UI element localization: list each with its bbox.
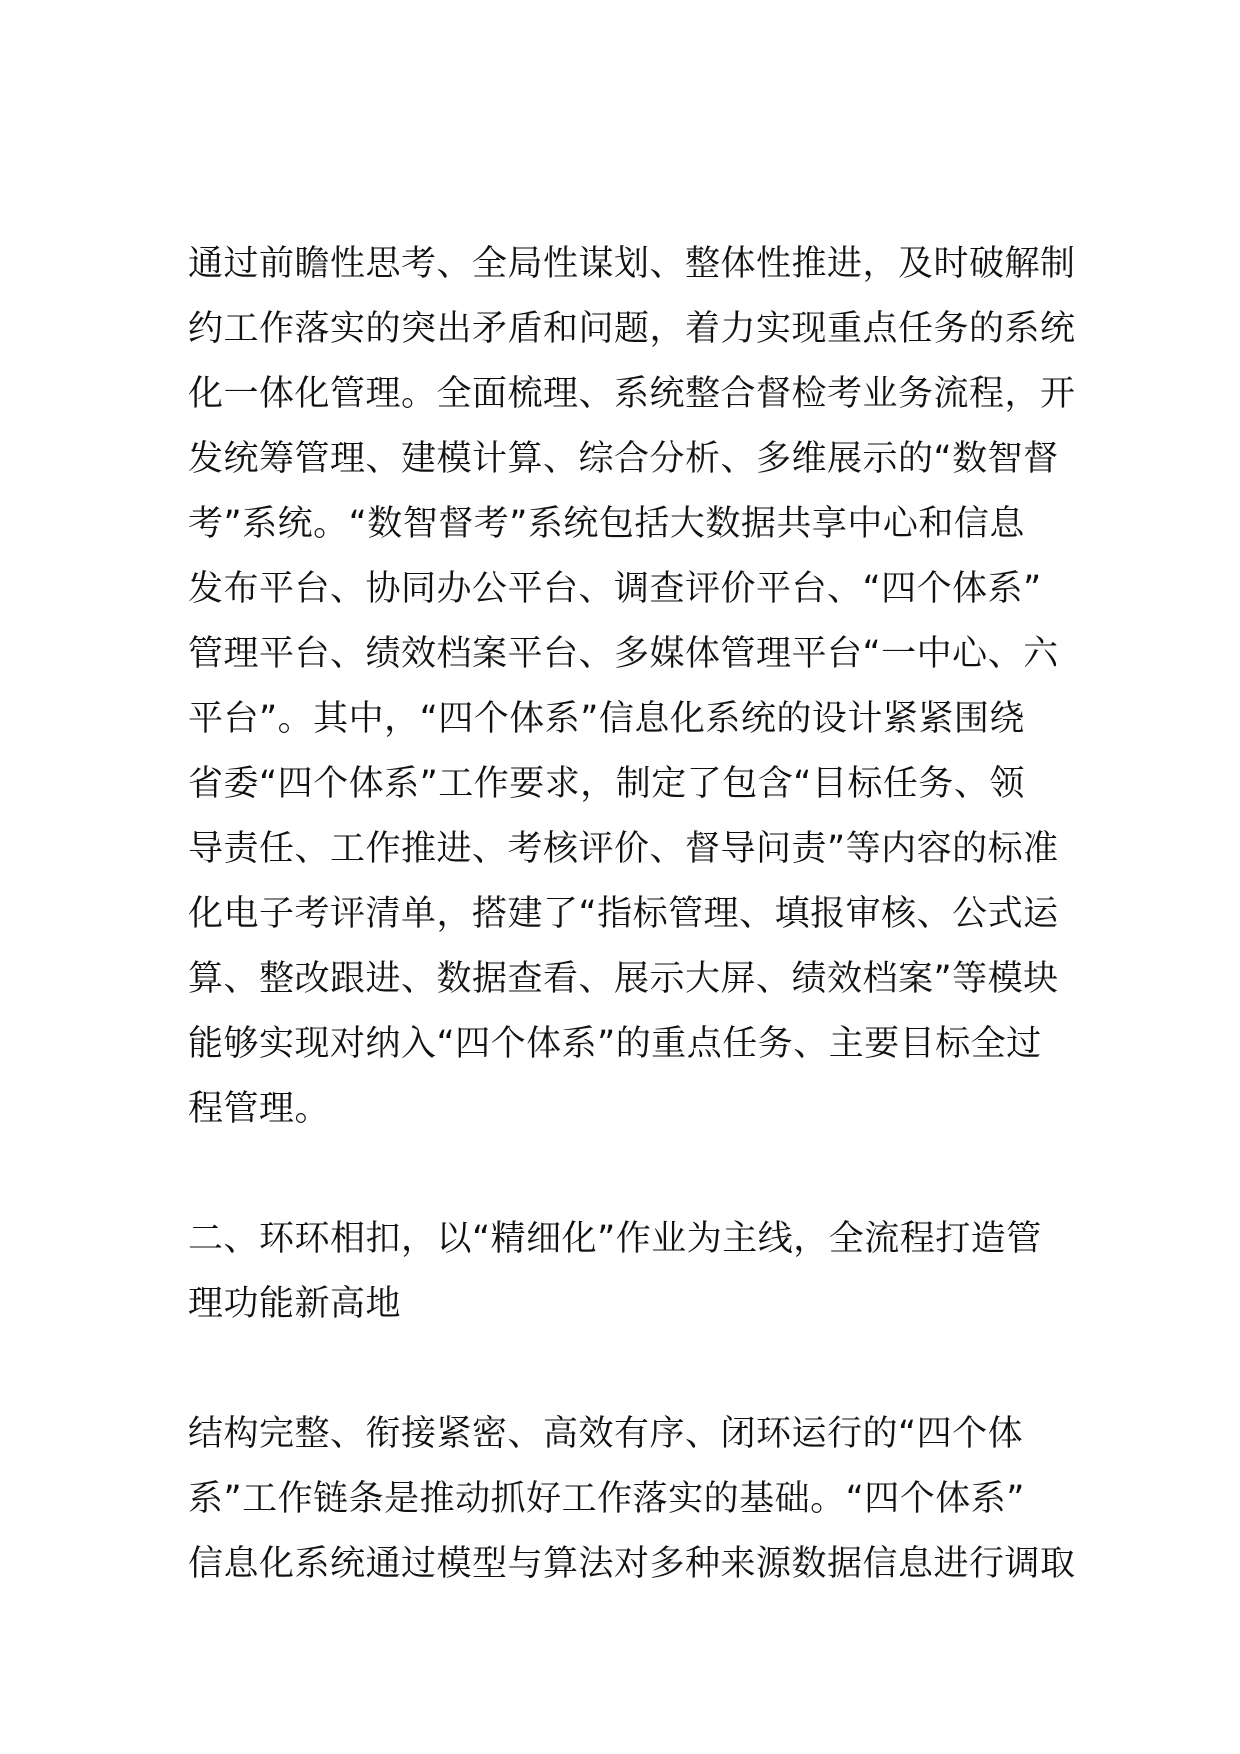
paragraph-line: 能够实现对纳入“四个体系”的重点任务、主要目标全过 <box>188 1024 1042 1064</box>
paragraph-line: 结构完整、衔接紧密、高效有序、闭环运行的“四个体 <box>188 1414 1024 1454</box>
paragraph-line: 导责任、工作推进、考核评价、督导问责”等内容的标准 <box>188 829 1059 869</box>
paragraph-line: 通过前瞻性思考、全局性谋划、整体性推进，及时破解制 <box>188 244 1076 284</box>
paragraph-line: 系”工作链条是推动抓好工作落实的基础。“四个体系” <box>188 1479 1025 1519</box>
paragraph-line: 平台”。其中，“四个体系”信息化系统的设计紧紧围绕 <box>188 699 1025 739</box>
paragraph-line: 管理平台、绩效档案平台、多媒体管理平台“一中心、六 <box>188 634 1059 674</box>
paragraph-line: 程管理。 <box>188 1089 331 1129</box>
paragraph-line: 化电子考评清单，搭建了“指标管理、填报审核、公式运 <box>188 894 1059 934</box>
heading-line: 理功能新高地 <box>188 1284 402 1324</box>
paragraph-line: 约工作落实的突出矛盾和问题，着力实现重点任务的系统 <box>188 309 1076 349</box>
heading-line: 二、环环相扣，以“精细化”作业为主线，全流程打造管 <box>188 1219 1042 1259</box>
paragraph-line: 算、整改跟进、数据查看、展示大屏、绩效档案”等模块 <box>188 959 1059 999</box>
paragraph-line: 化一体化管理。全面梳理、系统整合督检考业务流程，开 <box>188 374 1076 414</box>
paragraph-line: 信息化系统通过模型与算法对多种来源数据信息进行调取 <box>188 1544 1076 1584</box>
paragraph-line: 发统筹管理、建模计算、综合分析、多维展示的“数智督 <box>188 439 1059 479</box>
paragraph-line: 考”系统。“数智督考”系统包括大数据共享中心和信息 <box>188 504 1025 544</box>
paragraph-line: 发布平台、协同办公平台、调查评价平台、“四个体系” <box>188 569 1042 609</box>
paragraph-line: 省委“四个体系”工作要求，制定了包含“目标任务、领 <box>188 764 1025 804</box>
